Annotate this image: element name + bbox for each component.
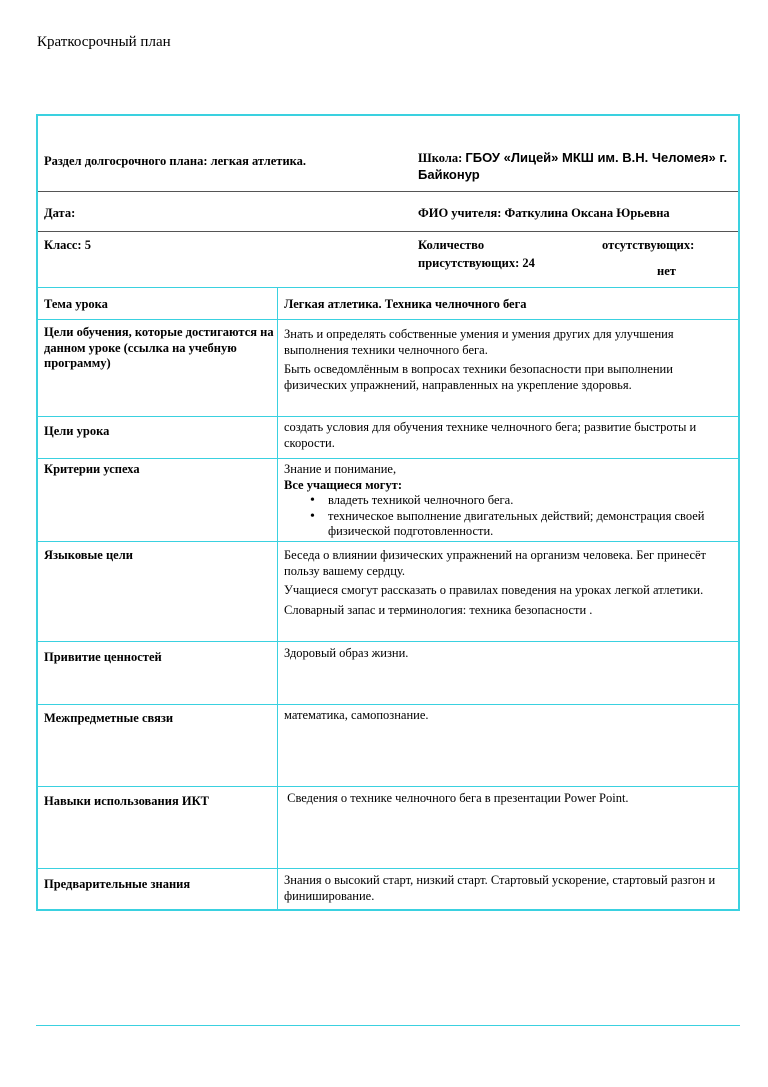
footer-rule xyxy=(36,1025,740,1026)
divider xyxy=(38,786,738,787)
ict-value: Сведения о технике челночного бега в презентации Power Point. xyxy=(284,791,629,805)
teacher-name: ФИО учителя: Фаткулина Оксана Юрьевна xyxy=(418,206,670,220)
divider xyxy=(38,868,738,869)
language-goal-2: Учащиеся смогут рассказать о правилах поведения на уроках легкой атлетики. xyxy=(284,583,704,597)
language-goals-value xyxy=(284,548,736,618)
prior-knowledge-value: Знания о высокий старт, низкий старт. Стартовый ускорение, стартовый разгон и финиширование. xyxy=(284,873,716,903)
absent-value: нет xyxy=(657,264,676,278)
learning-goals-label: Цели обучения, которые достигаются на данном уроке (ссылка на учебную программу) xyxy=(44,325,274,370)
divider xyxy=(38,541,738,542)
list-item: • техническое выполнение двигательных действий; демонстрация своей физической подготовленности. xyxy=(328,509,736,540)
lesson-plan-table xyxy=(36,114,740,911)
absent-label: отсутствующих: xyxy=(602,238,695,252)
class-label: Класс: 5 xyxy=(44,238,91,252)
divider xyxy=(38,319,738,320)
divider xyxy=(38,641,738,642)
learning-goal-2: Быть осведомлённым в вопросах техники безопасности при выполнении физических упражнений, направленных на укрепление здоровья. xyxy=(284,362,673,392)
learning-goal-1: Знать и определять собственные умения и умения других для улучшения выполнения техники челночного бега. xyxy=(284,327,674,357)
criteria-list xyxy=(284,493,736,540)
lesson-goals-value: создать условия для обучения технике челночного бега; развитие быстроты и скорости. xyxy=(284,420,697,450)
language-goal-1: Беседа о влиянии физических упражнений на организм человека. Бег принесёт пользу вашему сердцу. xyxy=(284,548,706,578)
document-title: Краткосрочный план xyxy=(37,34,171,50)
lesson-goals-label: Цели урока xyxy=(44,424,110,438)
list-item: • владеть техникой челночного бега. xyxy=(328,493,736,509)
school-name: ГБОУ «Лицей» МКШ им. В.Н. Челомея» г. Байконур xyxy=(418,150,728,182)
cross-curricular-value: математика, самопознание. xyxy=(284,708,429,722)
divider xyxy=(38,416,738,417)
language-goals-label: Языковые цели xyxy=(44,548,133,562)
prior-knowledge-label: Предварительные знания xyxy=(44,877,191,891)
divider xyxy=(38,704,738,705)
date-label: Дата: xyxy=(44,206,76,220)
cross-curricular-label: Межпредметные связи xyxy=(44,711,174,725)
section-label: Раздел долгосрочного плана: легкая атлетика. xyxy=(44,154,307,168)
divider xyxy=(38,231,738,232)
present-count: присутствующих: 24 xyxy=(418,256,535,270)
values-label: Привитие ценностей xyxy=(44,650,162,664)
learning-goals-value xyxy=(284,327,736,393)
success-criteria-value xyxy=(284,462,736,540)
column-divider xyxy=(277,287,278,909)
topic-label: Тема урока xyxy=(44,297,108,311)
ict-label: Навыки использования ИКТ xyxy=(44,794,209,808)
school-label: Школа: xyxy=(418,151,463,165)
divider xyxy=(38,191,738,192)
divider xyxy=(38,287,738,288)
divider xyxy=(38,458,738,459)
school-cell xyxy=(418,150,736,183)
values-value: Здоровый образ жизни. xyxy=(284,646,409,660)
criteria-line-1: Знание и понимание, xyxy=(284,462,397,476)
language-goal-3: Словарный запас и терминология: техника безопасности . xyxy=(284,602,593,617)
count-word: Количество xyxy=(418,238,485,252)
topic-value: Легкая атлетика. Техника челночного бега xyxy=(284,297,527,311)
success-criteria-label: Критерии успеха xyxy=(44,462,140,476)
criteria-line-2: Все учащиеся могут: xyxy=(284,477,402,492)
